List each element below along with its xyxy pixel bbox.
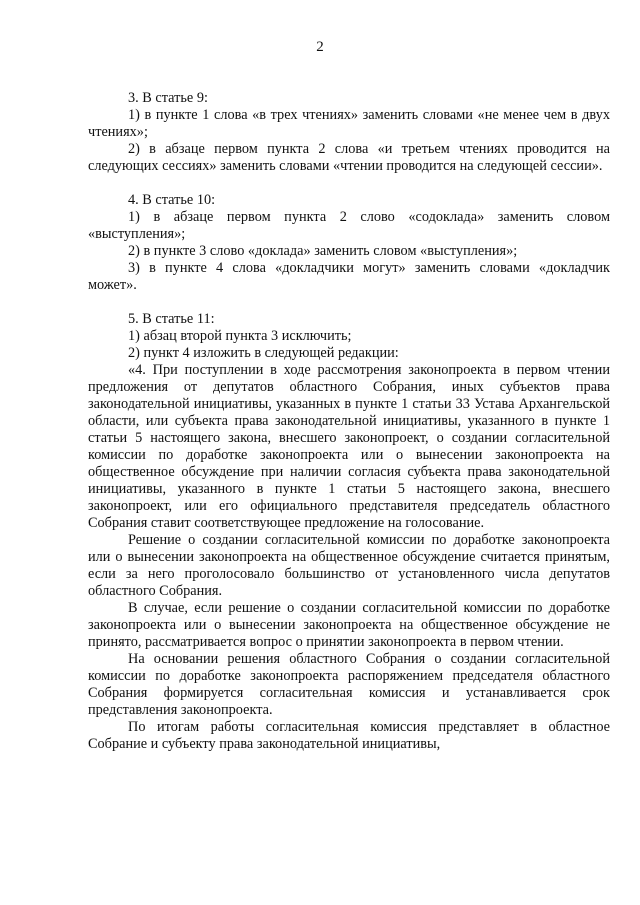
paragraph: 2) в пункте 3 слово «доклада» заменить словом «выступления»;	[128, 243, 518, 259]
paragraph: По итогам работы согласительная комиссия представляет в областное Собрание и субъекту права законодательной инициативы,	[88, 719, 610, 752]
paragraph: 3) в пункте 4 слова «докладчики могут» заменить словами «докладчик может».	[88, 260, 610, 293]
section-heading-article-9: 3. В статье 9:	[128, 90, 208, 106]
paragraph: На основании решения областного Собрания о создании согласительной комиссии по доработке законопроекта распоряжением председателя областного Собрания формируется согласительная комиссия и устанавливается срок представления законопроекта.	[88, 651, 610, 718]
section-heading-article-11: 5. В статье 11:	[128, 311, 215, 327]
page-number: 2	[316, 39, 324, 55]
paragraph: 1) в пункте 1 слова «в трех чтениях» заменить словами «не менее чем в двух чтениях»;	[88, 107, 610, 140]
paragraph: «4. При поступлении в ходе рассмотрения законопроекта в первом чтении предложения от депутатов областного Собрания, иных субъектов права законодательной инициативы, указанных в пункте 1 статьи 33 Устава Архангельской области, или субъекта права законодательной инициативы, указанного в пункте 1 статьи 5 настоящего закона, внесшего законопроект, о создании согласительной комиссии по доработке законопроекта или о вынесении законопроекта на общественное обсуждение при наличии согласия субъекта права законодательной инициативы, указанного в пункте 1 статьи 5 настоящего закона, внесшего законопроект, или его официального представителя председатель областного Собрания ставит соответствующее предложение на голосование.	[88, 362, 610, 531]
section-heading-article-10: 4. В статье 10:	[128, 192, 216, 208]
paragraph: 2) в абзаце первом пункта 2 слова «и третьем чтениях проводится на следующих сессиях» заменить словами «чтении проводится на следующей сессии».	[88, 141, 610, 174]
document-body	[88, 90, 610, 753]
paragraph: 1) в абзаце первом пункта 2 слово «содоклада» заменить словом «выступления»;	[88, 209, 610, 242]
paragraph: Решение о создании согласительной комиссии по доработке законопроекта или о вынесении законопроекта на общественное обсуждение считается принятым, если за него проголосовало большинство от установленного числа депутатов областного Собрания.	[88, 532, 610, 599]
paragraph: 2) пункт 4 изложить в следующей редакции:	[128, 345, 399, 361]
paragraph: 1) абзац второй пункта 3 исключить;	[128, 328, 352, 344]
paragraph: В случае, если решение о создании согласительной комиссии по доработке законопроекта или о вынесении законопроекта на общественное обсуждение не принято, рассматривается вопрос о принятии законопроекта в первом чтении.	[88, 600, 610, 650]
